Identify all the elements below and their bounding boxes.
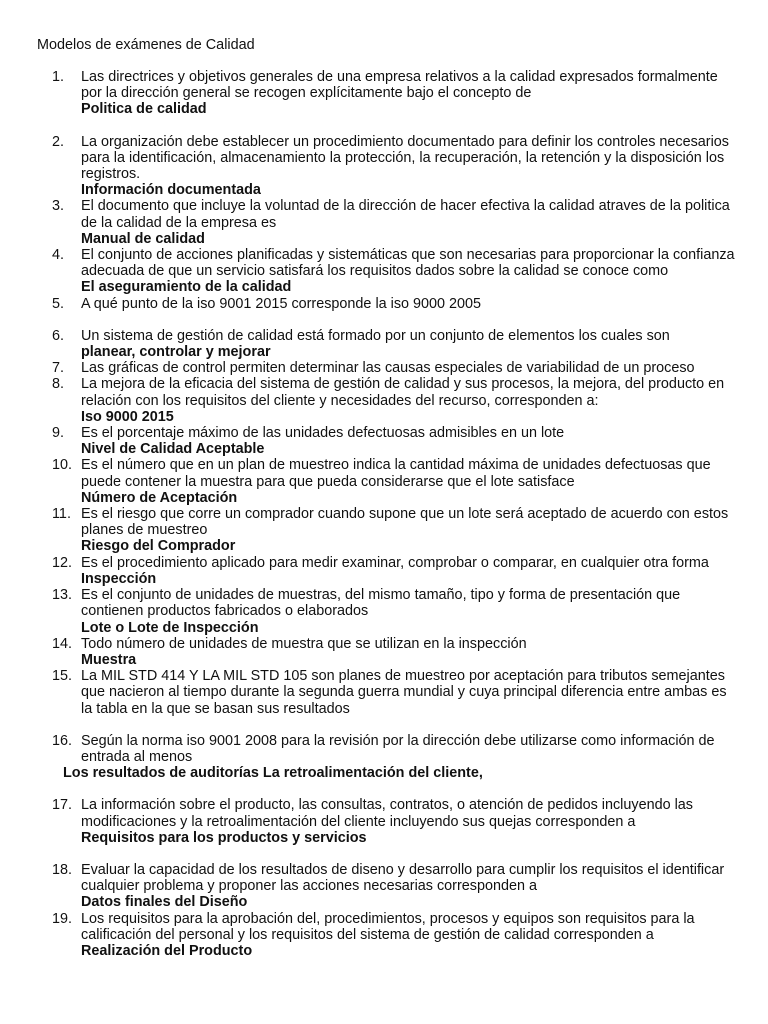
question-text: El conjunto de acciones planificadas y sistemáticas que son necesarias para proporcionar la confianza adecuada de que un servicio satisfará los requisitos dados sobre la calidad se conoce como [81, 247, 735, 280]
item-number: 11. [52, 506, 71, 523]
list-item [0, 328, 768, 360]
answer-text: Politica de calidad [81, 101, 207, 118]
question-text: Es el procedimiento aplicado para medir examinar, comprobar o comparar, en cualquier otra forma [81, 554, 709, 571]
question-text: Es el riesgo que corre un comprador cuando supone que un lote será aceptado de acuerdo con estos planes de muestreo [81, 506, 729, 539]
question-text: Un sistema de gestión de calidad está formado por un conjunto de elementos los cuales son [81, 327, 670, 344]
item-number: 6. [52, 327, 65, 344]
list-item [0, 69, 768, 118]
answer-text: Requisitos para los productos y servicios [81, 829, 367, 846]
question-text: Todo número de unidades de muestra que se utilizan en la inspección [81, 635, 527, 652]
answer-text: Iso 9000 2015 [81, 408, 174, 425]
list-item [0, 636, 768, 668]
list-item [0, 911, 768, 960]
list-item [0, 425, 768, 457]
item-number: 8. [52, 376, 65, 393]
item-number: 16. [52, 732, 73, 749]
answer-text: Realización del Producto [81, 942, 253, 959]
answer-text: Inspección [81, 570, 157, 587]
question-text: Según la norma iso 9001 2008 para la revisión por la dirección debe utilizarse como información de entrada al menos [81, 732, 715, 765]
item-number: 17. [52, 797, 73, 814]
question-text: Evaluar la capacidad de los resultados de diseno y desarrollo para cumplir los requisitos el identificar cualquier problema y proponer las acciones necesarias corresponden a [81, 861, 725, 895]
list-item [0, 134, 768, 199]
answer-text: Riesgo del Comprador [81, 538, 236, 555]
question-text: Las gráficas de control permiten determinar las causas especiales de variabilidad de un proceso [81, 360, 695, 377]
list-item [0, 247, 768, 296]
question-text: La información sobre el producto, las consultas, contratos, o atención de pedidos incluyendo las modificaciones y la retroalimentación del cliente incluyendo sus quejas corresponden a [81, 797, 693, 830]
question-list [0, 69, 768, 959]
item-number: 13. [52, 587, 73, 604]
answer-text: Lote o Lote de Inspección [81, 619, 259, 636]
list-item [0, 506, 768, 555]
question-text: A qué punto de la iso 9001 2015 corresponde la iso 9000 2005 [81, 295, 482, 312]
item-number: 18. [52, 861, 73, 878]
question-text: Es el conjunto de unidades de muestras, del mismo tamaño, tipo y forma de presentación que contienen productos fabricados o elaborados [81, 587, 681, 620]
list-item [0, 376, 768, 425]
list-item [0, 587, 768, 636]
answer-text: Número de Aceptación [81, 489, 238, 506]
item-number: 3. [52, 198, 65, 215]
list-item [0, 862, 768, 911]
answer-text: El aseguramiento de la calidad [81, 279, 292, 296]
answer-text: Nivel de Calidad Aceptable [81, 441, 265, 458]
question-text: Es el número que en un plan de muestreo indica la cantidad máxima de unidades defectuosas que puede contener la muestra para que pueda considerarse que el lote satisface [81, 457, 711, 490]
list-item [0, 198, 768, 247]
document-title: Modelos de exámenes de Calidad [37, 37, 255, 53]
list-item [0, 733, 768, 782]
answer-text: Muestra [81, 651, 137, 668]
item-number: 10. [52, 457, 73, 474]
item-number: 1. [52, 69, 65, 85]
item-number: 2. [52, 133, 65, 150]
list-item [0, 360, 768, 376]
question-text: La mejora de la eficacia del sistema de gestión de calidad y sus procesos, la mejora, del producto en relación con los requisitos del cliente y necesidades del recurso, corresponden a: [81, 376, 725, 409]
question-text: Las directrices y objetivos generales de una empresa relativos a la calidad expresados formalmente por la dirección general se recogen explícitamente bajo el concepto de [81, 69, 718, 102]
list-item [0, 797, 768, 846]
list-item [0, 668, 768, 717]
question-text: Los requisitos para la aprobación del, procedimientos, procesos y equipos son requisitos para la calificación del personal y los requisitos del sistema de gestión de calidad corresponden a [81, 910, 695, 943]
item-number: 15. [52, 668, 73, 685]
item-number: 7. [52, 360, 65, 377]
answer-text: Datos finales del Diseño [81, 894, 248, 911]
answer-text: Información documentada [81, 182, 261, 199]
list-item [0, 457, 768, 506]
list-item [0, 555, 768, 587]
answer-text: planear, controlar y mejorar [81, 344, 271, 361]
question-text: La MIL STD 414 Y LA MIL STD 105 son planes de muestreo por aceptación para tributos semejantes que nacieron al tiempo durante la segunda guerra mundial y cuya principal diferencia entre ambas es la tabla en la que se basan sus resultados [81, 668, 727, 717]
item-number: 5. [52, 295, 65, 312]
item-number: 9. [52, 425, 65, 442]
item-number: 19. [52, 910, 73, 927]
item-number: 14. [52, 635, 73, 652]
question-text: Es el porcentaje máximo de las unidades defectuosas admisibles en un lote [81, 425, 565, 442]
item-number: 12. [52, 554, 73, 571]
item-number: 4. [52, 247, 65, 264]
answer-text: Los resultados de auditorías La retroalimentación del cliente, [63, 765, 483, 782]
question-text: El documento que incluye la voluntad de la dirección de hacer efectiva la calidad atraves de la politica de la calidad de la empresa es [81, 198, 730, 231]
question-text: La organización debe establecer un procedimiento documentado para definir los controles necesarios para la identificación, almacenamiento la protección, la recuperación, la retención y la disposición los registros. [81, 133, 729, 183]
answer-text: Manual de calidad [81, 230, 205, 247]
list-item [0, 296, 768, 312]
